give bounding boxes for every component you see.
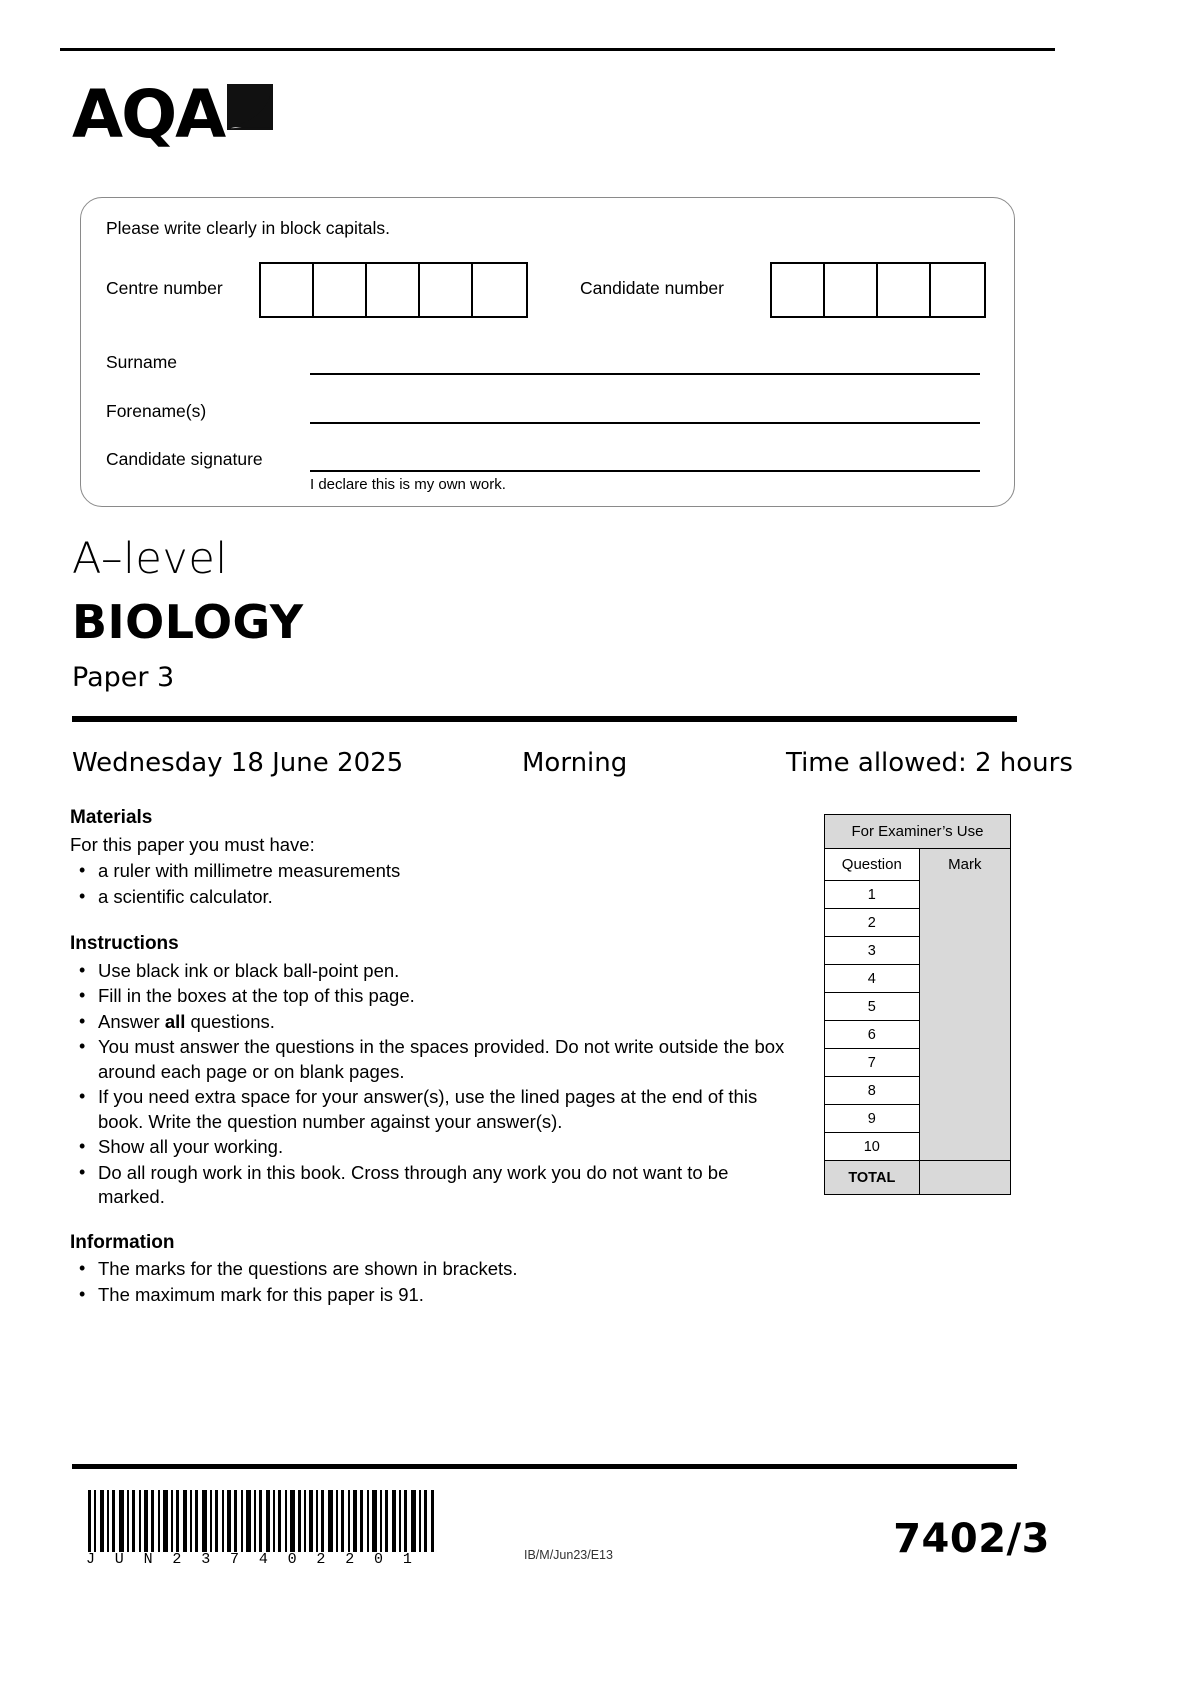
centre-number-label: Centre number <box>106 278 223 298</box>
list-item: • You must answer the questions in the spaces provided. Do not write outside the box around each page or on blank pages. <box>96 1035 800 1084</box>
table-row <box>825 1021 1011 1049</box>
list-item: • Show all your working. <box>96 1135 800 1160</box>
question-number: 4 <box>825 965 920 993</box>
table-row <box>825 815 1011 849</box>
table-row <box>825 1105 1011 1133</box>
answer-all-suffix: questions. <box>185 1010 275 1032</box>
mark-cell[interactable] <box>919 937 1010 965</box>
candidate-signature-label: Candidate signature <box>106 449 263 469</box>
time-allowed: Time allowed: 2 hours <box>786 748 1073 778</box>
table-row <box>825 965 1011 993</box>
instructions-list <box>70 959 800 1210</box>
instructions-heading: Instructions <box>70 933 179 954</box>
centre-number-cell[interactable] <box>420 264 473 316</box>
surname-label: Surname <box>106 352 178 372</box>
declaration-text: I declare this is my own work. <box>310 476 506 493</box>
question-number: 10 <box>825 1133 920 1161</box>
mark-cell[interactable] <box>919 965 1010 993</box>
barcode-number: J U N 2 3 7 4 0 2 2 0 1 <box>86 1551 418 1568</box>
question-column-header: Question <box>825 849 920 881</box>
question-number: 7 <box>825 1049 920 1077</box>
list-item: • Fill in the boxes at the top of this page. <box>96 984 800 1009</box>
examiner-use-title: For Examiner’s Use <box>825 815 1011 849</box>
aqa-wordmark: AQA <box>72 76 225 153</box>
table-row <box>825 1077 1011 1105</box>
table-row <box>825 881 1011 909</box>
table-row <box>825 993 1011 1021</box>
mark-cell[interactable] <box>919 1077 1010 1105</box>
mark-cell[interactable] <box>919 1133 1010 1161</box>
mark-cell[interactable] <box>919 1049 1010 1077</box>
list-item: • a scientific calculator. <box>96 885 800 910</box>
title-rule <box>72 716 1017 722</box>
table-row <box>825 937 1011 965</box>
question-number: 1 <box>825 881 920 909</box>
list-item <box>96 1010 800 1035</box>
centre-number-input[interactable] <box>259 262 528 318</box>
materials-heading: Materials <box>70 807 153 828</box>
spacer <box>70 1211 800 1231</box>
answer-all-prefix: Answer <box>98 1010 165 1032</box>
candidate-number-cell[interactable] <box>931 264 984 316</box>
subject-title: BIOLOGY <box>72 595 304 649</box>
table-row <box>825 909 1011 937</box>
list-item: • a ruler with millimetre measurements <box>96 859 800 884</box>
candidate-number-label: Candidate number <box>580 278 724 298</box>
forename-label: Forename(s) <box>106 401 207 421</box>
list-item: • Use black ink or black ball-point pen. <box>96 959 800 984</box>
question-number: 6 <box>825 1021 920 1049</box>
table-row <box>825 849 1011 881</box>
bottom-rule <box>72 1464 1017 1469</box>
table-row-total <box>825 1161 1011 1195</box>
examiner-marks-table <box>824 814 1011 1195</box>
question-number: 2 <box>825 909 920 937</box>
list-item: • The marks for the questions are shown in brackets. <box>96 1257 800 1282</box>
forename-field[interactable] <box>310 422 980 424</box>
paper-code: 7402/3 <box>893 1516 1050 1562</box>
block-capitals-note: Please write clearly in block capitals. <box>106 218 391 238</box>
question-number: 5 <box>825 993 920 1021</box>
answer-all-bold: all <box>164 1010 186 1032</box>
mark-cell[interactable] <box>919 993 1010 1021</box>
paper-number: Paper 3 <box>72 662 175 693</box>
centre-number-cell[interactable] <box>261 264 314 316</box>
qualification-level: A–level <box>72 534 228 584</box>
materials-list <box>70 859 800 909</box>
total-label: TOTAL <box>825 1161 920 1195</box>
table-row <box>825 1133 1011 1161</box>
table-row <box>825 1049 1011 1077</box>
instructions-column <box>70 806 800 1308</box>
mark-cell[interactable] <box>919 909 1010 937</box>
candidate-number-cell[interactable] <box>878 264 931 316</box>
mark-cell[interactable] <box>919 1021 1010 1049</box>
top-rule <box>60 48 1055 51</box>
question-number: 8 <box>825 1077 920 1105</box>
mark-column-header: Mark <box>919 849 1010 881</box>
surname-field[interactable] <box>310 373 980 375</box>
list-item: • Do all rough work in this book. Cross through any work you do not want to be marked. <box>96 1161 800 1210</box>
spacer <box>70 910 800 932</box>
information-heading: Information <box>70 1231 175 1253</box>
list-item: • The maximum mark for this paper is 91. <box>96 1283 800 1308</box>
centre-number-cell[interactable] <box>367 264 420 316</box>
candidate-number-input[interactable] <box>770 262 986 318</box>
candidate-number-cell[interactable] <box>825 264 878 316</box>
information-list <box>70 1257 800 1307</box>
candidate-signature-field[interactable] <box>310 470 980 472</box>
materials-lead: For this paper you must have: <box>70 833 315 855</box>
mark-cell[interactable] <box>919 1105 1010 1133</box>
ib-reference: IB/M/Jun23/E13 <box>524 1548 613 1562</box>
question-number: 9 <box>825 1105 920 1133</box>
barcode-icon <box>86 1490 436 1552</box>
exam-session: Morning <box>522 748 628 778</box>
exam-date: Wednesday 18 June 2025 <box>72 748 404 778</box>
total-mark-cell[interactable] <box>919 1161 1010 1195</box>
centre-number-cell[interactable] <box>314 264 367 316</box>
list-item: • If you need extra space for your answer(s), use the lined pages at the end of this book. Write the question number against your answer(s). <box>96 1085 800 1134</box>
centre-number-cell[interactable] <box>473 264 526 316</box>
candidate-number-cell[interactable] <box>772 264 825 316</box>
mark-cell[interactable] <box>919 881 1010 909</box>
leaf-logo-icon <box>227 84 273 130</box>
aqa-logo <box>72 76 273 153</box>
question-number: 3 <box>825 937 920 965</box>
